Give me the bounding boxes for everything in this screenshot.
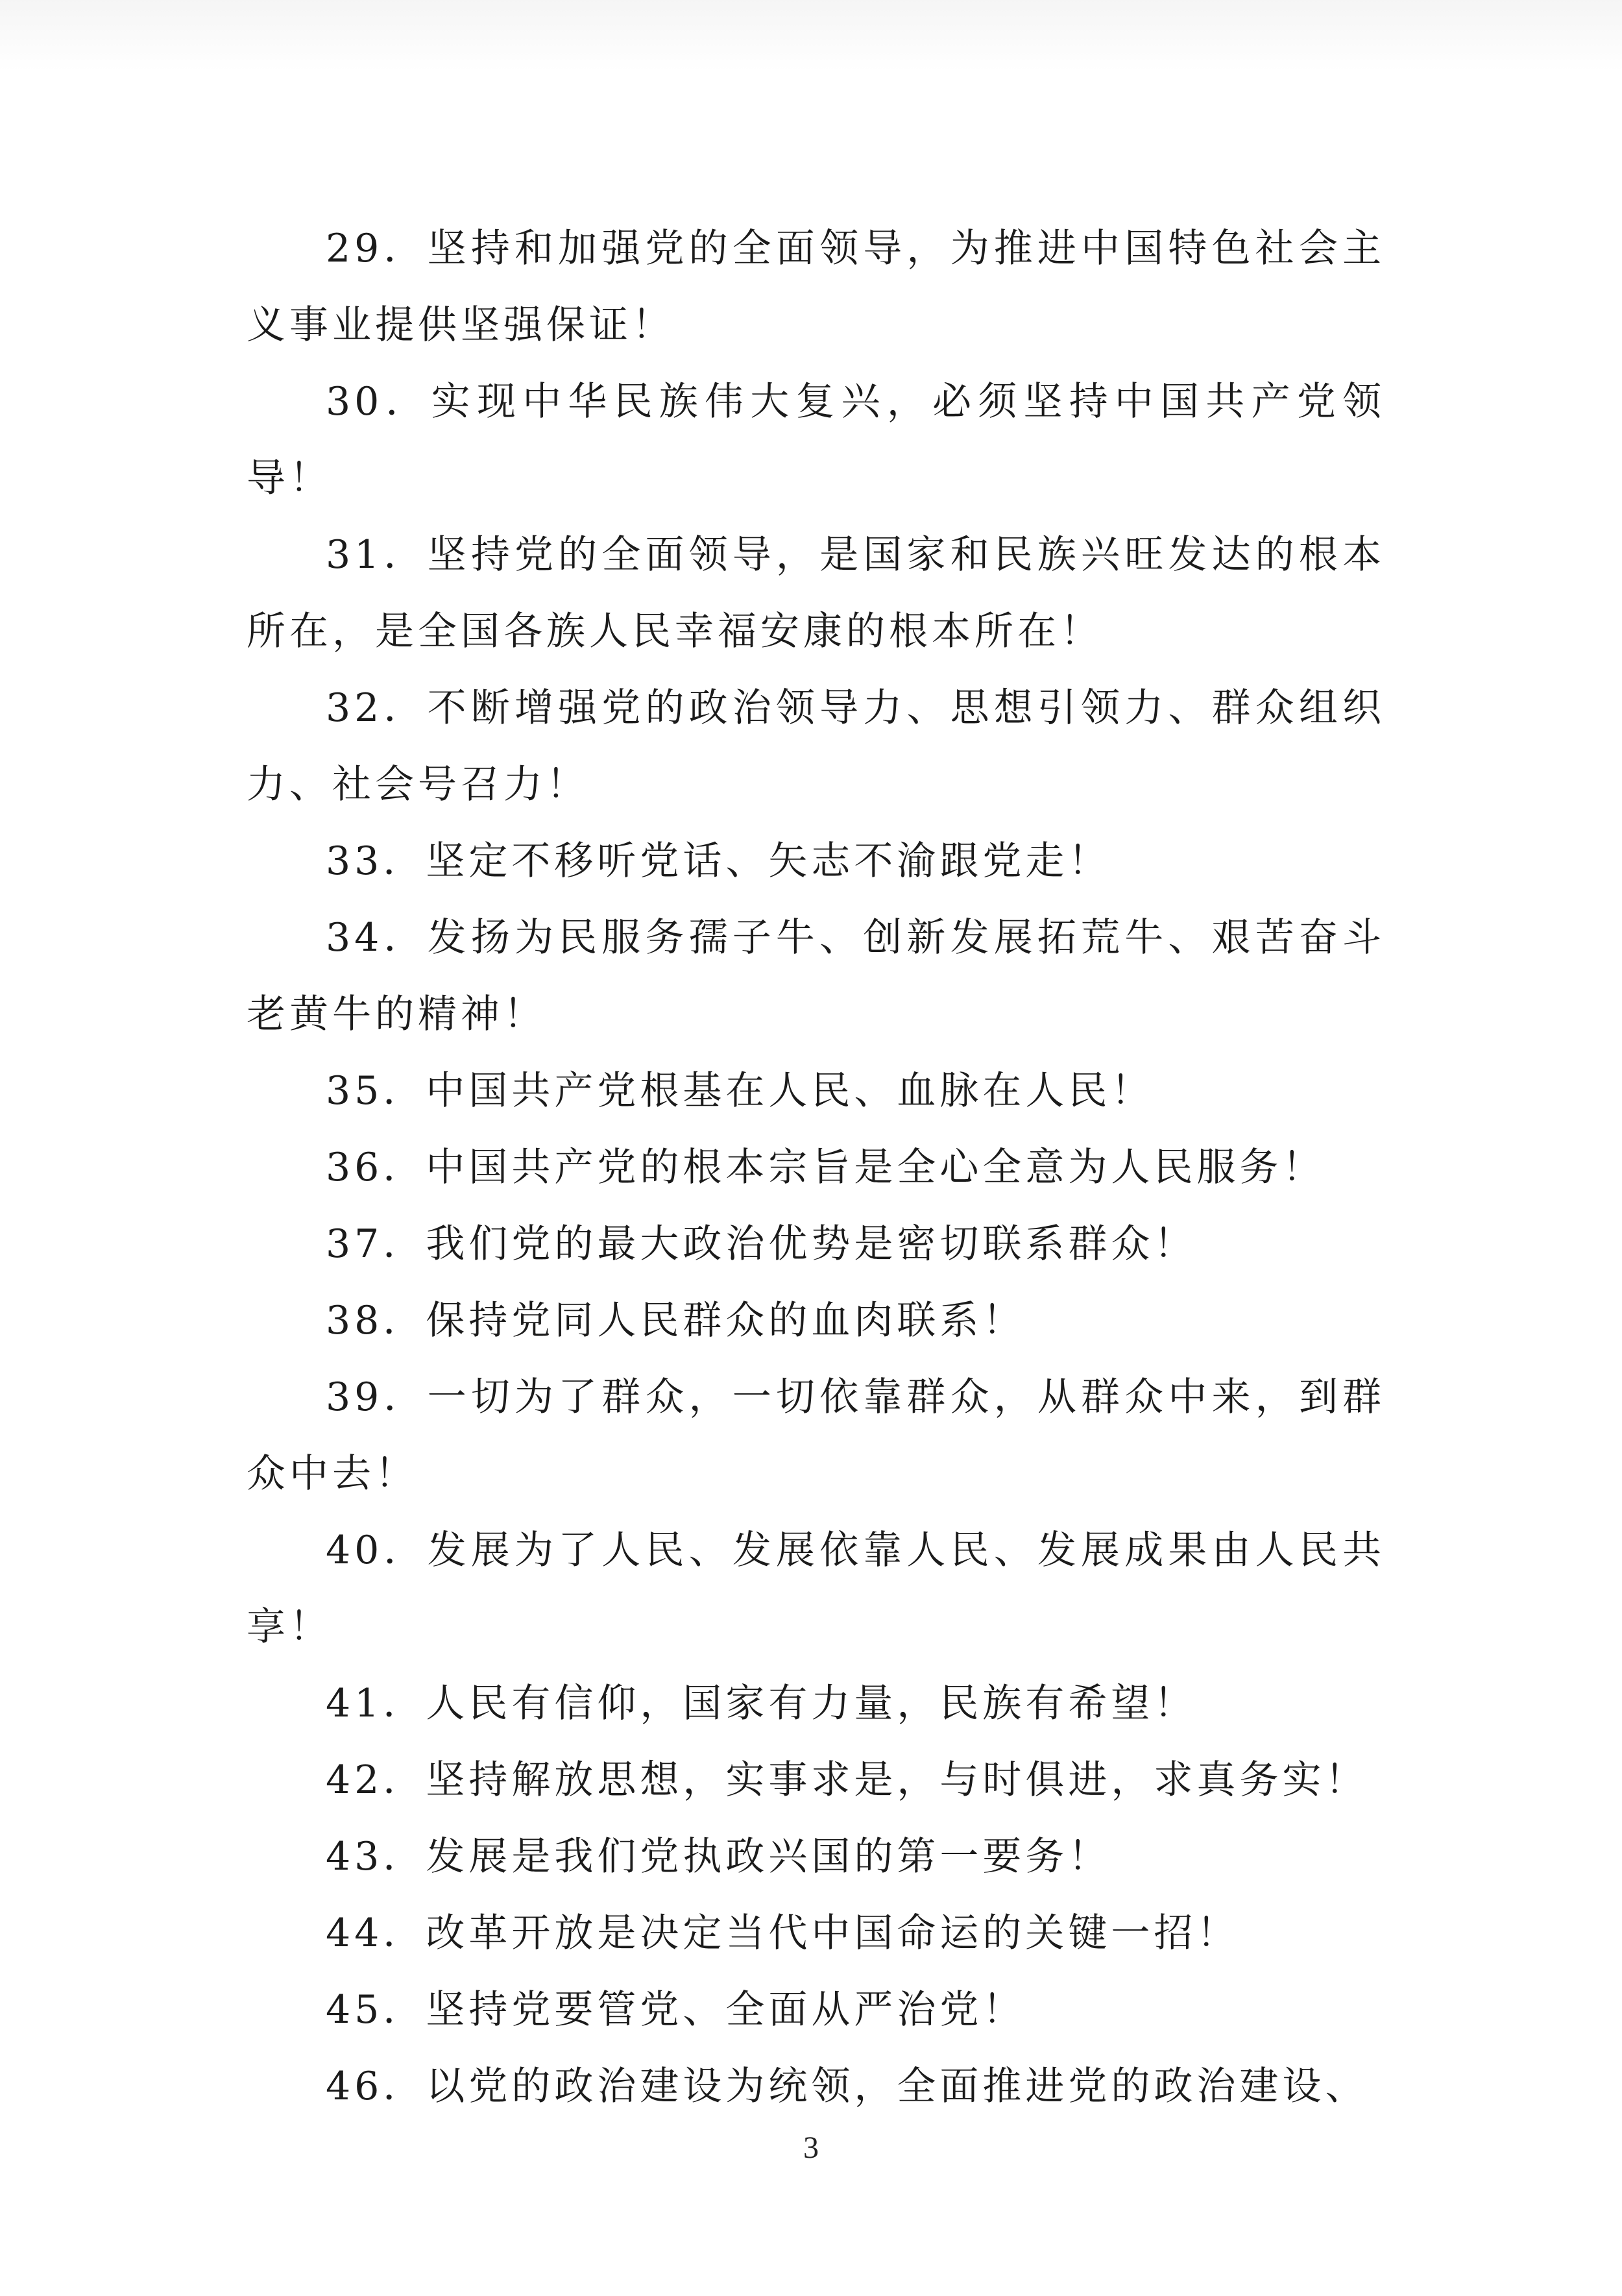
slogan-30: 30．实现中华民族伟大复兴，必须坚持中国共产党领导！ (247, 379, 1385, 501)
slogan-29: 29．坚持和加强党的全面领导，为推进中国特色社会主义事业提供坚强保证！ (247, 226, 1385, 348)
slogan-38: 38．保持党同人民群众的血肉联系！ (326, 1298, 1026, 1343)
slogan-39: 39．一切为了群众，一切依靠群众，从群众中来，到群众中去！ (247, 1374, 1385, 1496)
slogan-43: 43．发展是我们党执政兴国的第一要务！ (326, 1834, 1111, 1879)
slogan-40: 40．发展为了人民、发展依靠人民、发展成果由人民共享！ (247, 1528, 1385, 1650)
scan-shadow (0, 0, 1622, 71)
slogan-33: 33．坚定不移听党话、矢志不渝跟党走！ (326, 838, 1111, 884)
slogan-41: 41．人民有信仰，国家有力量，民族有希望！ (326, 1681, 1197, 1726)
slogan-32: 32．不断增强党的政治领导力、思想引领力、群众组织力、社会号召力！ (247, 685, 1385, 807)
slogan-36: 36．中国共产党的根本宗旨是全心全意为人民服务！ (326, 1145, 1325, 1190)
slogan-34: 34．发扬为民服务孺子牛、创新发展拓荒牛、艰苦奋斗老黄牛的精神！ (247, 915, 1385, 1037)
slogan-46: 46．以党的政治建设为统领，全面推进党的政治建设、 (326, 2064, 1368, 2109)
slogan-35: 35．中国共产党根基在人民、血脉在人民！ (326, 1068, 1154, 1114)
slogan-42: 42．坚持解放思想，实事求是，与时俱进，求真务实！ (326, 1757, 1368, 1803)
slogan-44: 44．改革开放是决定当代中国命运的关键一招！ (326, 1911, 1240, 1956)
slogan-37: 37．我们党的最大政治优势是密切联系群众！ (326, 1221, 1197, 1267)
slogan-45: 45．坚持党要管党、全面从严治党！ (326, 1987, 1026, 2033)
slogan-31: 31．坚持党的全面领导，是国家和民族兴旺发达的根本所在，是全国各族人民幸福安康的根本所在！ (247, 532, 1385, 654)
page-number: 3 (803, 2131, 819, 2165)
slogan-list (247, 210, 1385, 2125)
